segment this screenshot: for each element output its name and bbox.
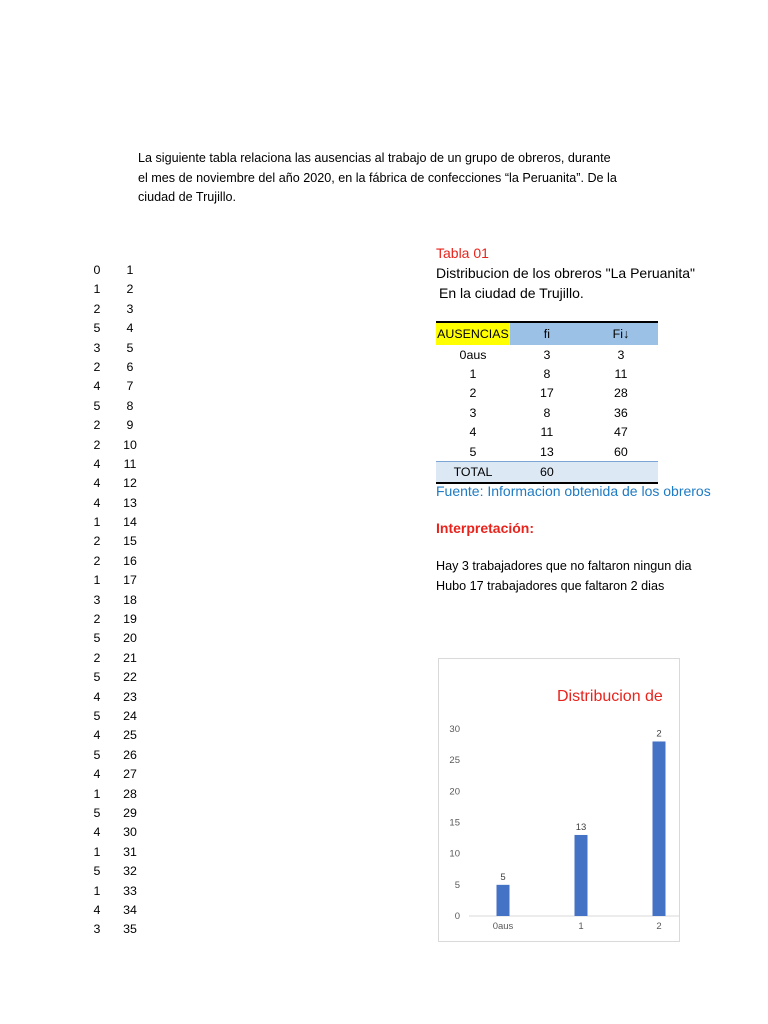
- data-row: [93, 864, 230, 883]
- raw-data-list: [93, 263, 230, 942]
- row-number: 23: [123, 689, 137, 704]
- absence-value: 2: [93, 650, 101, 665]
- intro-line-3: ciudad de Trujillo.: [138, 190, 237, 204]
- absence-value: 5: [93, 708, 101, 723]
- header-fi: fi: [510, 322, 584, 345]
- interpretation-title: Interpretación:: [436, 520, 535, 536]
- row-number: 5: [126, 340, 134, 355]
- bar-chart: [438, 658, 680, 942]
- cell-fi: 13: [540, 444, 554, 459]
- row-number: 25: [123, 728, 137, 743]
- absence-value: 5: [93, 864, 101, 879]
- data-row: [93, 437, 230, 457]
- row-number: 16: [123, 553, 137, 568]
- header-ausencias: AUSENCIAS: [436, 322, 510, 345]
- absence-value: 5: [93, 398, 101, 413]
- y-tick-label: 15: [449, 817, 460, 829]
- row-number: 9: [126, 418, 134, 433]
- data-row: [93, 321, 230, 340]
- row-number: 21: [123, 650, 137, 665]
- bar: [653, 741, 666, 916]
- data-row: [93, 495, 230, 515]
- table-row: [436, 442, 658, 462]
- absence-value: 4: [93, 767, 101, 782]
- bar: [497, 885, 510, 916]
- row-number: 1: [126, 263, 134, 277]
- data-row: [93, 805, 230, 825]
- data-row: [93, 534, 230, 553]
- analysis-panel: [430, 230, 711, 950]
- row-number: 20: [123, 631, 137, 646]
- absence-value: 2: [93, 301, 101, 316]
- data-row: [93, 844, 230, 864]
- row-number: 8: [126, 398, 134, 413]
- cell-ausencias: 2: [469, 386, 477, 401]
- row-number: 26: [123, 747, 137, 762]
- cell-fi: 3: [543, 347, 551, 362]
- y-tick-label: 25: [449, 755, 460, 767]
- data-row: [93, 592, 230, 612]
- data-row: [93, 263, 230, 282]
- row-number: 14: [123, 515, 137, 530]
- data-row: [93, 631, 230, 650]
- row-number: 28: [123, 786, 137, 801]
- data-row: [93, 883, 230, 903]
- table-label: Tabla 01: [436, 245, 489, 261]
- data-row: [93, 825, 230, 844]
- data-row: [93, 786, 230, 806]
- chart-canvas: [439, 659, 679, 941]
- absence-value: 2: [93, 612, 101, 627]
- absence-value: 5: [93, 670, 101, 685]
- data-row: [93, 456, 230, 476]
- row-number: 34: [123, 902, 137, 917]
- absence-value: 4: [93, 379, 101, 394]
- table-source: Fuente: Informacion obtenida de los obreros: [436, 483, 711, 499]
- cell-fi: 17: [540, 386, 554, 401]
- data-row: [93, 902, 230, 922]
- row-number: 35: [123, 922, 137, 937]
- cell-Fi: 3: [617, 347, 625, 362]
- row-number: 31: [123, 844, 137, 859]
- row-number: 10: [123, 437, 137, 452]
- cell-ausencias: 4: [469, 425, 477, 440]
- table-row: [436, 423, 658, 442]
- row-number: 22: [123, 670, 137, 685]
- absence-value: 5: [93, 747, 101, 762]
- x-tick-label: 1: [578, 921, 584, 932]
- bar: [575, 835, 588, 916]
- absence-value: 5: [93, 805, 101, 820]
- cell-Fi: 11: [614, 367, 628, 382]
- row-number: 18: [123, 592, 137, 607]
- table-subtitle: Distribucion de los obreros "La Peruanita": [436, 265, 695, 281]
- bar-value-label: 13: [575, 821, 587, 833]
- x-tick-label: 0aus: [492, 921, 514, 932]
- data-row: [93, 553, 230, 573]
- table-subtitle-2: En la ciudad de Trujillo.: [439, 285, 584, 301]
- data-row: [93, 670, 230, 689]
- absence-value: 2: [93, 437, 101, 452]
- x-tick-label: 2: [656, 921, 662, 932]
- absence-value: 3: [93, 340, 101, 355]
- data-row: [93, 728, 230, 747]
- absence-value: 2: [93, 418, 101, 433]
- y-tick-label: 5: [454, 879, 460, 891]
- data-row: [93, 282, 230, 301]
- cell-fi: 8: [543, 367, 551, 382]
- cell-fi: 8: [543, 405, 551, 420]
- data-row: [93, 747, 230, 767]
- cell-ausencias: 0aus: [459, 347, 487, 362]
- absence-value: 2: [93, 534, 101, 549]
- row-number: 11: [123, 456, 137, 471]
- row-number: 4: [126, 321, 134, 336]
- row-number: 6: [126, 359, 134, 374]
- absence-value: 3: [93, 922, 101, 937]
- absence-value: 1: [93, 786, 101, 801]
- absence-value: 1: [93, 282, 101, 297]
- absence-value: 1: [93, 515, 101, 530]
- absence-value: 0: [93, 263, 101, 277]
- chart-title: Distribucion de: [557, 688, 663, 705]
- data-row: [93, 359, 230, 379]
- data-row: [93, 515, 230, 534]
- row-number: 2: [126, 282, 134, 297]
- row-number: 32: [123, 864, 137, 879]
- row-number: 30: [123, 825, 137, 840]
- absence-value: 5: [93, 321, 101, 336]
- cell-Fi: 60: [614, 444, 628, 459]
- row-number: 19: [123, 612, 137, 627]
- row-number: 27: [123, 767, 137, 782]
- cell-ausencias: 1: [469, 367, 477, 382]
- absence-value: 2: [93, 359, 101, 374]
- interpretation-line-1: Hay 3 trabajadores que no faltaron ningun dia: [436, 559, 692, 573]
- absence-value: 4: [93, 689, 101, 704]
- data-row: [93, 689, 230, 709]
- absence-value: 1: [93, 883, 101, 898]
- interpretation-line-2: Hubo 17 trabajadores que faltaron 2 dias: [436, 579, 665, 593]
- data-row: [93, 398, 230, 418]
- y-tick-label: 30: [449, 724, 460, 735]
- row-number: 15: [123, 534, 137, 549]
- absence-value: 2: [93, 553, 101, 568]
- cell-ausencias: 3: [469, 405, 477, 420]
- total-value: 60: [510, 462, 584, 483]
- bar-value-label: 5: [500, 871, 506, 883]
- data-row: [93, 573, 230, 592]
- cell-Fi: 28: [614, 386, 628, 401]
- total-label: TOTAL: [436, 462, 510, 483]
- absence-value: 4: [93, 902, 101, 917]
- absence-value: 4: [93, 728, 101, 743]
- y-tick-label: 0: [454, 911, 460, 922]
- data-row: [93, 612, 230, 631]
- cell-ausencias: 5: [469, 444, 477, 459]
- data-row: [93, 922, 230, 941]
- table-row: [436, 345, 658, 364]
- row-number: 33: [123, 883, 137, 898]
- data-row: [93, 301, 230, 321]
- row-number: 7: [126, 379, 134, 394]
- intro-paragraph: [138, 149, 628, 208]
- row-number: 17: [123, 573, 137, 588]
- table-total-row: [436, 462, 658, 483]
- absence-value: 5: [93, 631, 101, 646]
- absence-value: 3: [93, 592, 101, 607]
- intro-line-1: La siguiente tabla relaciona las ausencias al trabajo de un grupo de obreros, durante: [138, 151, 611, 165]
- row-number: 24: [123, 708, 137, 723]
- table-row: [436, 384, 658, 403]
- absence-value: 1: [93, 573, 101, 588]
- data-row: [93, 418, 230, 437]
- data-row: [93, 767, 230, 786]
- absence-value: 4: [93, 476, 101, 491]
- header-Fi: Fi↓: [584, 322, 658, 345]
- data-row: [93, 650, 230, 670]
- y-tick-label: 10: [449, 848, 460, 860]
- y-tick-label: 20: [449, 786, 460, 798]
- table-row: [436, 403, 658, 422]
- intro-line-2: el mes de noviembre del año 2020, en la fábrica de confecciones “la Peruanita”. De la: [138, 170, 617, 185]
- data-row: [93, 708, 230, 728]
- cell-Fi: 47: [614, 425, 628, 440]
- bar-value-label: 2: [656, 728, 662, 740]
- absence-value: 4: [93, 495, 101, 510]
- data-row: [93, 379, 230, 398]
- cell-fi: 11: [540, 425, 554, 440]
- absence-value: 1: [93, 844, 101, 859]
- data-row: [93, 476, 230, 495]
- row-number: 3: [126, 301, 134, 316]
- row-number: 12: [123, 476, 137, 491]
- row-number: 13: [123, 495, 137, 510]
- cell-Fi: 36: [614, 405, 628, 420]
- table-row: [436, 364, 658, 383]
- absence-value: 4: [93, 825, 101, 840]
- data-row: [93, 340, 230, 360]
- frequency-table: [436, 321, 658, 484]
- absence-value: 4: [93, 456, 101, 471]
- row-number: 29: [123, 805, 137, 820]
- total-empty: [584, 462, 658, 483]
